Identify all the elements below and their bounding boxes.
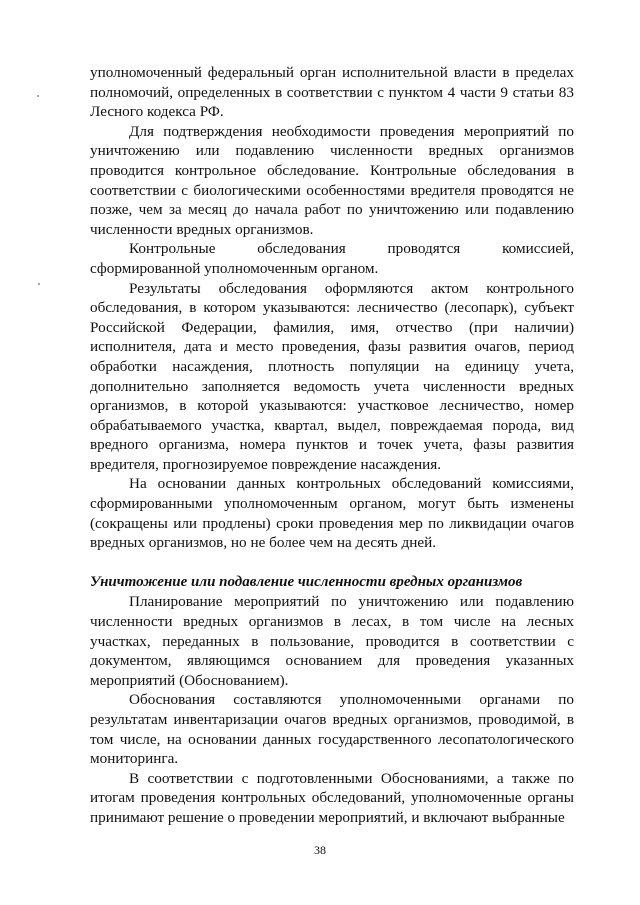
paragraph: В соответствии с подготовленными Обоснованиями, а также по итогам проведения контрольных обследований, уполномоченные органы принимают решение о проведении мероприятий, и включают выбранные	[90, 769, 574, 826]
paragraph: Планирование мероприятий по уничтожению или подавлению численности вредных организмов в лесах, в том числе на лесных участках, переданных в пользование, проводится в соответствии с документом, являющимся основанием для проведения указанных мероприятий (Обоснованием).	[90, 593, 574, 689]
paragraph: Контрольные обследования проводятся комиссией, сформированной уполномоченным органом.	[90, 240, 574, 277]
page-number: 38	[314, 843, 326, 857]
document-page	[90, 63, 574, 828]
scan-speck	[37, 95, 39, 97]
paragraph: На основании данных контрольных обследований комиссиями, сформированными уполномоченным органом, могут быть изменены (сокращены или продлены) сроки проведения мер по ликвидации очагов вредных организмов, но не более чем на десять дней.	[90, 475, 574, 552]
paragraph: Результаты обследования оформляются актом контрольного обследования, в котором указываются: лесничество (лесопарк), субъект Российской Федерации, фамилия, имя, отчество (при наличии) исполнителя, дата и место проведения, фазы развития очагов, период обработки насаждения, плотность популяции на единицу учета, дополнительно заполняется ведомость учета численности вредных организмов, в которой указываются: участковое лесничество, номер обрабатываемого участка, квартал, выдел, повреждаемая порода, вид вредного организма, номера пунктов и точек учета, фазы развития вредителя, прогнозируемое повреждение насаждения.	[90, 279, 574, 473]
section-heading: Уничтожение или подавление численности вредных организмов	[90, 573, 523, 590]
scan-speck	[38, 283, 40, 285]
paragraph: Для подтверждения необходимости проведения мероприятий по уничтожению или подавлению численности вредных организмов проводится контрольное обследование. Контрольные обследования в соответствии с биологическими особенностями вредителя проводятся не позже, чем за месяц до начала работ по уничтожению или подавлению численности вредных организмов.	[90, 122, 574, 238]
paragraph: уполномоченный федеральный орган исполнительной власти в пределах полномочий, определенных в соответствии с пунктом 4 части 9 статьи 83 Лесного кодекса РФ.	[90, 64, 574, 121]
paragraph: Обоснования составляются уполномоченными органами по результатам инвентаризации очагов вредных организмов, проводимой, в том числе, на основании данных государственного лесопатологического мониторинга.	[90, 691, 574, 768]
